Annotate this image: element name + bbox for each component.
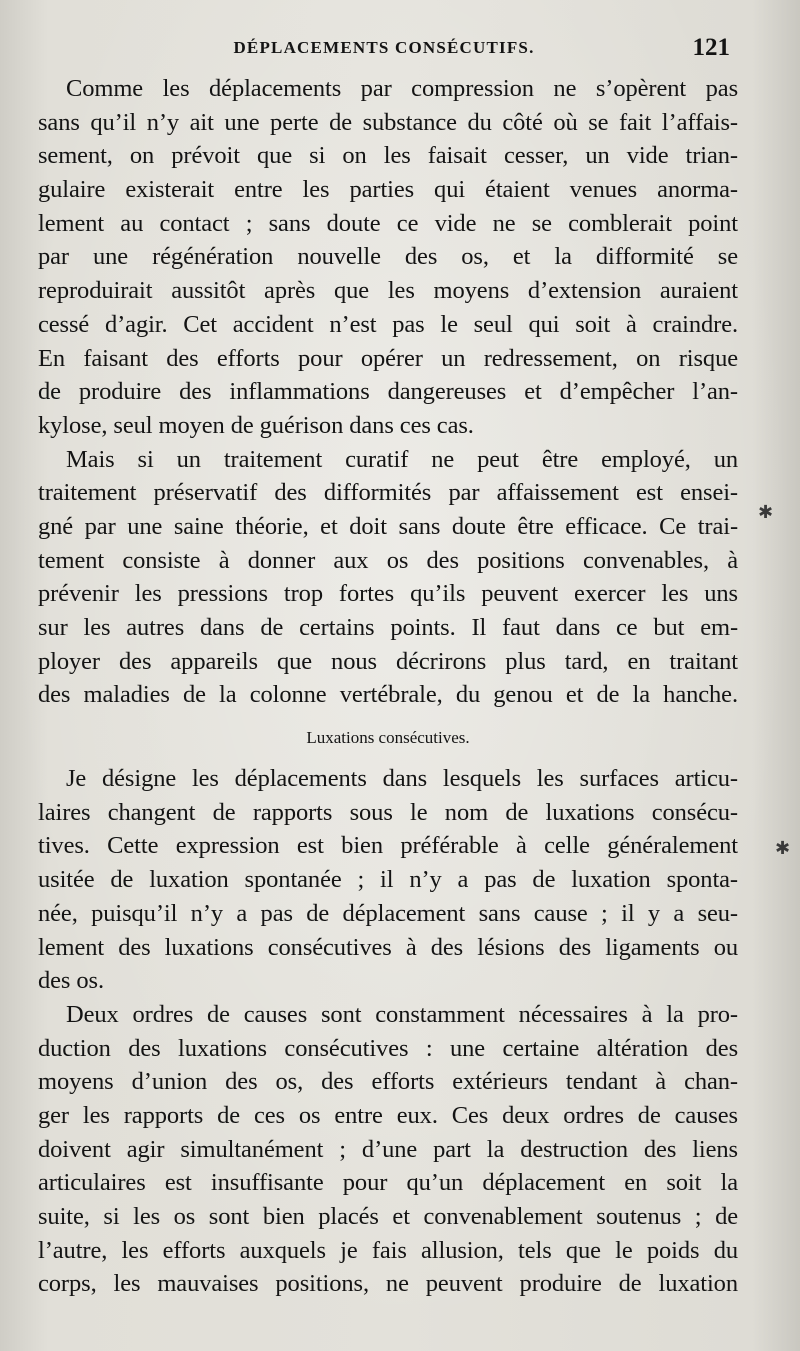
- text-line: Mais si un traitement curatif ne peut être employé, un: [66, 445, 738, 473]
- text-line: ployer des appareils que nous décrirons plus tard, en traitant: [38, 647, 738, 675]
- text-line: ger les rapports de ces os entre eux. Ces deux ordres de causes: [38, 1101, 738, 1129]
- paragraph-2: [38, 443, 738, 713]
- text-line: cessé d’agir. Cet accident n’est pas le seul qui soit à craindre.: [38, 310, 738, 338]
- running-head: [38, 34, 730, 66]
- text-line: sement, on prévoit que si on les faisait cesser, un vide trian-: [38, 142, 738, 170]
- text-line: usitée de luxation spontanée ; il n’y a pas de luxation sponta-: [38, 866, 738, 894]
- running-head-title: DÉPLACEMENTS CONSÉCUTIFS.: [233, 38, 535, 57]
- text-line: corps, les mauvaises positions, ne peuvent produire de luxation: [38, 1270, 738, 1298]
- text-line: En faisant des efforts pour opérer un redressement, on risque: [38, 344, 738, 372]
- text-line: doivent agir simultanément ; d’une part la destruction des liens: [38, 1135, 738, 1163]
- text-line: lement au contact ; sans doute ce vide ne se comblerait point: [38, 209, 738, 237]
- text-line: gné par une saine théorie, et doit sans doute être efficace. Ce trai-: [38, 512, 738, 540]
- text-line: des os.: [38, 967, 104, 995]
- paragraph-1: [38, 72, 738, 443]
- text-line: gulaire existerait entre les parties qui étaient venues anorma-: [38, 176, 738, 204]
- text-line: moyens d’union des os, des efforts extérieurs tendant à chan-: [38, 1068, 738, 1096]
- ink-speck-mark: ✱: [775, 838, 791, 859]
- text-line: l’autre, les efforts auxquels je fais allusion, tels que le poids du: [38, 1236, 738, 1264]
- text-line: suite, si les os sont bien placés et convenablement soutenus ; de: [38, 1203, 738, 1230]
- text-line: des maladies de la colonne vertébrale, du genou et de la hanche.: [38, 681, 738, 709]
- text-line: sans qu’il n’y ait une perte de substance du côté où se fait l’affais-: [38, 108, 738, 136]
- text-line: reproduirait aussitôt après que les moyens d’extension auraient: [38, 277, 738, 305]
- text-line: de produire des inflammations dangereuses et d’empêcher l’an-: [38, 378, 738, 406]
- text-line: tement consiste à donner aux os des positions convenables, à: [38, 546, 738, 574]
- text-line: prévenir les pressions trop fortes qu’ils peuvent exercer les uns: [38, 580, 738, 608]
- text-line: duction des luxations consécutives : une certaine altération des: [38, 1034, 738, 1062]
- paragraph-3: [38, 762, 738, 998]
- section-heading: Luxations consécutives.: [306, 728, 470, 748]
- paragraph-4: [38, 998, 738, 1301]
- text-line: Deux ordres de causes sont constamment nécessaires à la pro-: [66, 1000, 738, 1028]
- text-line: née, puisqu’il n’y a pas de déplacement sans cause ; il y a seu-: [38, 899, 738, 927]
- text-line: par une régénération nouvelle des os, et la difformité se: [38, 243, 738, 271]
- text-line: traitement préservatif des difformités par affaissement est ensei-: [38, 479, 738, 507]
- text-line: tives. Cette expression est bien préférable à celle généralement: [38, 832, 738, 860]
- text-line: laires changent de rapports sous le nom de luxations consécu-: [38, 798, 738, 826]
- text-line: Comme les déplacements par compression ne s’opèrent pas: [66, 75, 738, 102]
- body-text: [38, 72, 738, 1301]
- text-line: sur les autres dans de certains points. Il faut dans ce but em-: [38, 614, 738, 641]
- text-line: Je désigne les déplacements dans lesquels les surfaces articu-: [66, 765, 738, 793]
- text-line: articulaires est insuffisante pour qu’un déplacement en soit la: [38, 1169, 738, 1197]
- text-line: lement des luxations consécutives à des lésions des ligaments ou: [38, 933, 738, 961]
- ink-speck-mark: ✱: [758, 502, 774, 523]
- page-number: 121: [692, 34, 730, 61]
- text-line: kylose, seul moyen de guérison dans ces cas.: [38, 411, 474, 439]
